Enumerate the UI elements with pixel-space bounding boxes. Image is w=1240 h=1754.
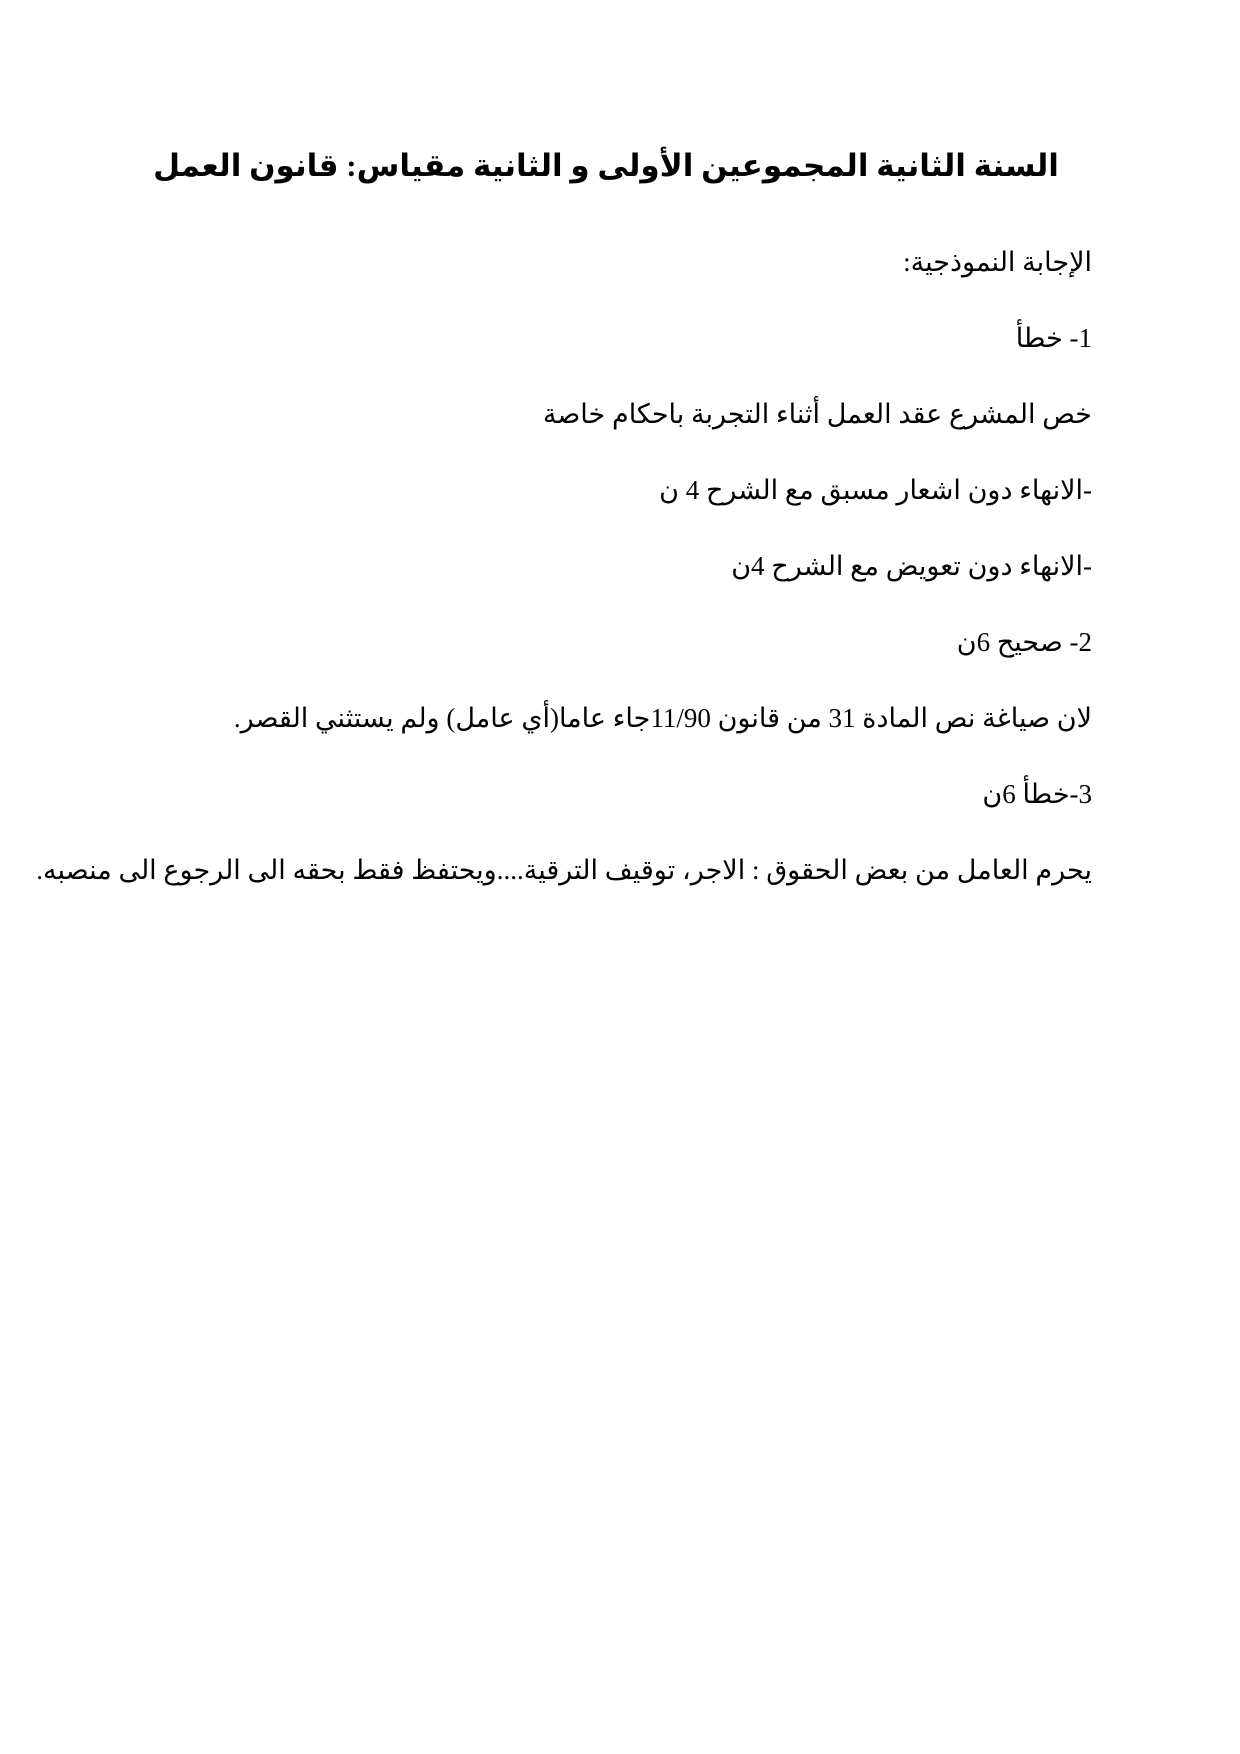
answer-1-line: 1- خطأ — [1015, 323, 1092, 353]
answer-1-point-a-line: -الانهاء دون اشعار مسبق مع الشرح 4 ن — [659, 475, 1092, 505]
answer-2-line: 2- صحيح 6ن — [956, 627, 1092, 657]
answer-3-line: 3-خطأ 6ن — [982, 779, 1092, 809]
answer-1-explanation-line: خص المشرع عقد العمل أثناء التجربة باحكام خاصة — [542, 399, 1092, 429]
document-title: السنة الثانية المجموعين الأولى و الثانية مقياس: قانون العمل — [153, 148, 1059, 183]
answer-1-point-b-line: -الانهاء دون تعويض مع الشرح 4ن — [731, 551, 1092, 581]
model-answer-heading: الإجابة النموذجية: — [903, 247, 1092, 277]
answer-3-explanation-line: يحرم العامل من بعض الحقوق : الاجر، توقيف الترقية....ويحتفظ فقط بحقه الى الرجوع الى منصبه. — [36, 855, 1092, 885]
answer-2-explanation-line: لان صياغة نص المادة 31 من قانون 11/90جاء عاما(أي عامل) ولم يستثني القصر. — [233, 703, 1092, 733]
